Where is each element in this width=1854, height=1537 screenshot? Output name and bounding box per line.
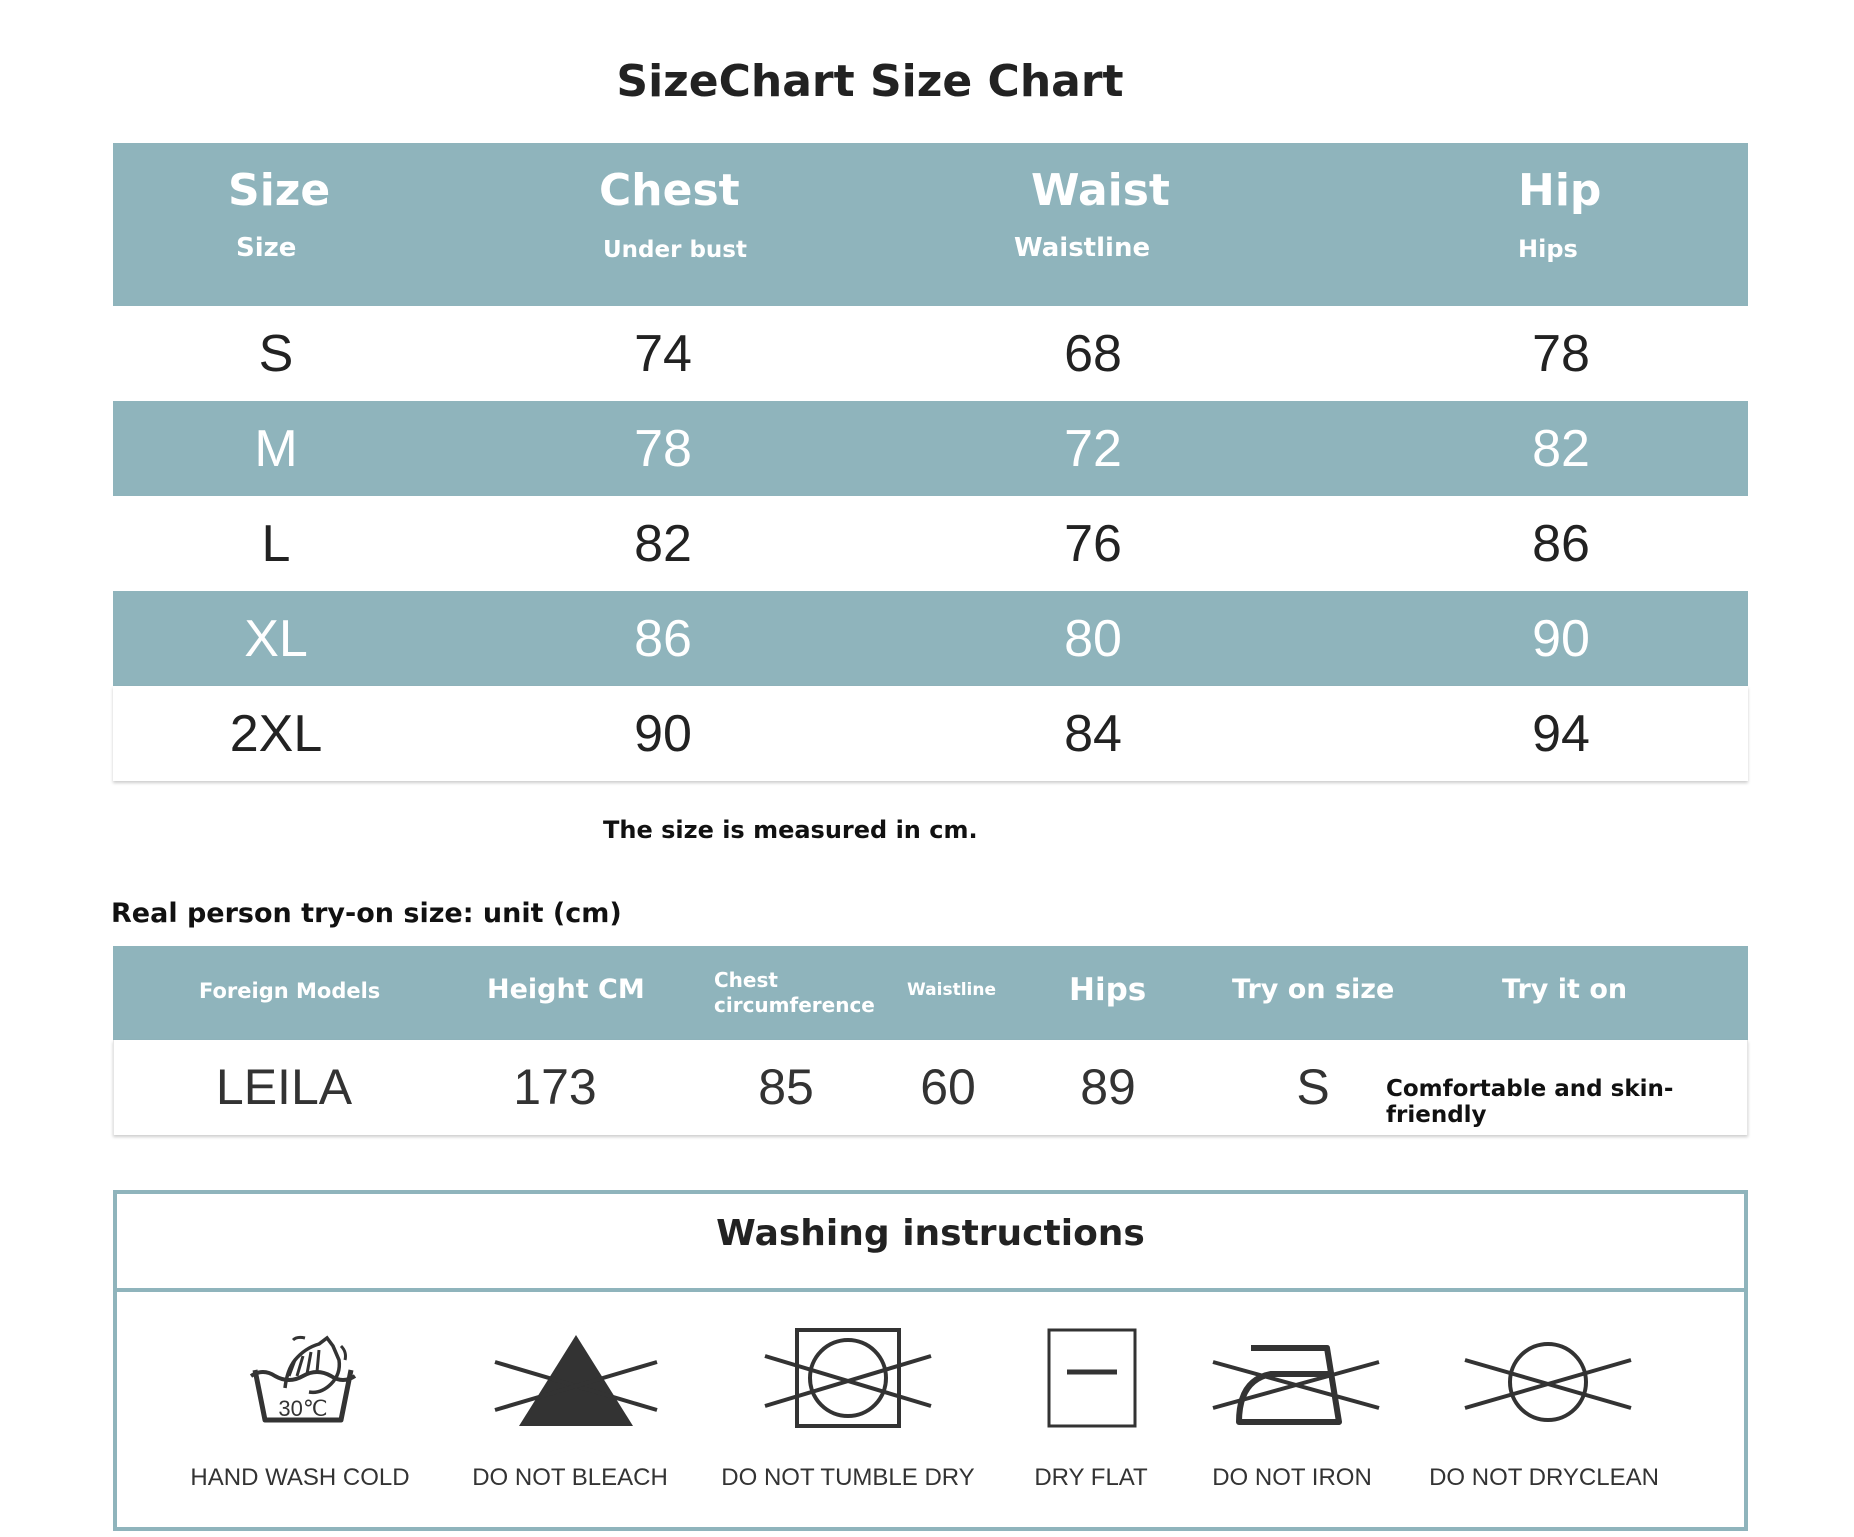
header-size-sub: Size [236, 233, 297, 263]
cell-size: XL [244, 610, 308, 668]
header-foreign-models: Foreign Models [199, 979, 381, 1003]
header-try-it-on: Try it on [1502, 974, 1628, 1005]
header-hips: Hips [1069, 972, 1147, 1008]
header-size: Size [228, 165, 331, 216]
cell-hip: 86 [1532, 515, 1590, 573]
wash-label-no-iron: DO NOT IRON [1212, 1464, 1372, 1491]
tryon-table-header [113, 946, 1748, 1040]
header-hip-sub: Hips [1518, 235, 1578, 263]
cell-waist: 68 [1064, 325, 1122, 383]
cell-size: L [261, 515, 291, 573]
washing-instructions [113, 1190, 1748, 1531]
header-try-on-size: Try on size [1232, 974, 1395, 1005]
wash-label-no-bleach: DO NOT BLEACH [472, 1464, 668, 1491]
cell-size: M [254, 420, 298, 478]
measurement-note: The size is measured in cm. [603, 816, 978, 844]
cell-hip: 94 [1532, 705, 1590, 763]
do-not-tumble-dry-icon [763, 1326, 933, 1430]
header-chest-sub: Under bust [603, 237, 747, 263]
cell-chest: 90 [634, 705, 692, 763]
cell-try-on-size: S [1296, 1059, 1330, 1115]
header-waistline: Waistline [907, 980, 996, 1000]
tryon-table [113, 946, 1748, 1135]
table-row [113, 496, 1748, 591]
cell-hip: 82 [1532, 420, 1590, 478]
wash-label-no-tumble-dry: DO NOT TUMBLE DRY [721, 1464, 975, 1491]
cell-chest: 82 [634, 515, 692, 573]
cell-height: 173 [513, 1059, 597, 1115]
cell-waist: 76 [1064, 515, 1122, 573]
page-title: SizeChart Size Chart [616, 56, 1124, 107]
cell-chest: 78 [634, 420, 692, 478]
cell-hips: 89 [1080, 1059, 1136, 1115]
cell-chest: 74 [634, 325, 692, 383]
cell-waist: 72 [1064, 420, 1122, 478]
temperature-label: 30℃ [278, 1396, 328, 1421]
table-row [113, 401, 1748, 496]
wash-label-no-dryclean: DO NOT DRYCLEAN [1429, 1464, 1659, 1491]
header-hip: Hip [1518, 165, 1602, 216]
washing-title: Washing instructions [117, 1194, 1744, 1292]
dry-flat-icon [1047, 1326, 1137, 1430]
do-not-iron-icon [1211, 1330, 1381, 1430]
cell-chest: 86 [634, 610, 692, 668]
wash-label-dry-flat: DRY FLAT [1034, 1464, 1148, 1491]
do-not-bleach-icon [491, 1330, 661, 1430]
table-row [113, 1040, 1748, 1135]
cell-waist: 80 [1064, 610, 1122, 668]
do-not-dryclean-icon [1463, 1330, 1633, 1430]
cell-model: LEILA [215, 1059, 353, 1115]
header-chest: Chest [599, 165, 740, 216]
header-waist-sub: Waistline [1014, 233, 1151, 263]
cell-try-it-on: Comfortable and skin-friendly [1386, 1076, 1674, 1128]
header-chest-circumference: Chest circumference [714, 968, 875, 1017]
hand-wash-icon [249, 1330, 359, 1430]
cell-hip: 90 [1532, 610, 1590, 668]
cell-size: S [258, 325, 294, 383]
header-waist: Waist [1031, 165, 1170, 216]
cell-chest: 85 [758, 1059, 814, 1115]
size-table-header [113, 143, 1748, 306]
cell-hip: 78 [1532, 325, 1590, 383]
wash-label-hand-wash: HAND WASH COLD [190, 1464, 410, 1491]
table-row [113, 591, 1748, 686]
cell-waist: 60 [920, 1059, 976, 1115]
table-row [113, 306, 1748, 401]
header-height: Height CM [487, 974, 645, 1005]
size-table [113, 143, 1748, 781]
cell-waist: 84 [1064, 705, 1122, 763]
table-row [113, 686, 1748, 781]
tryon-title: Real person try-on size: unit (cm) [111, 898, 622, 929]
cell-size: 2XL [229, 705, 323, 763]
